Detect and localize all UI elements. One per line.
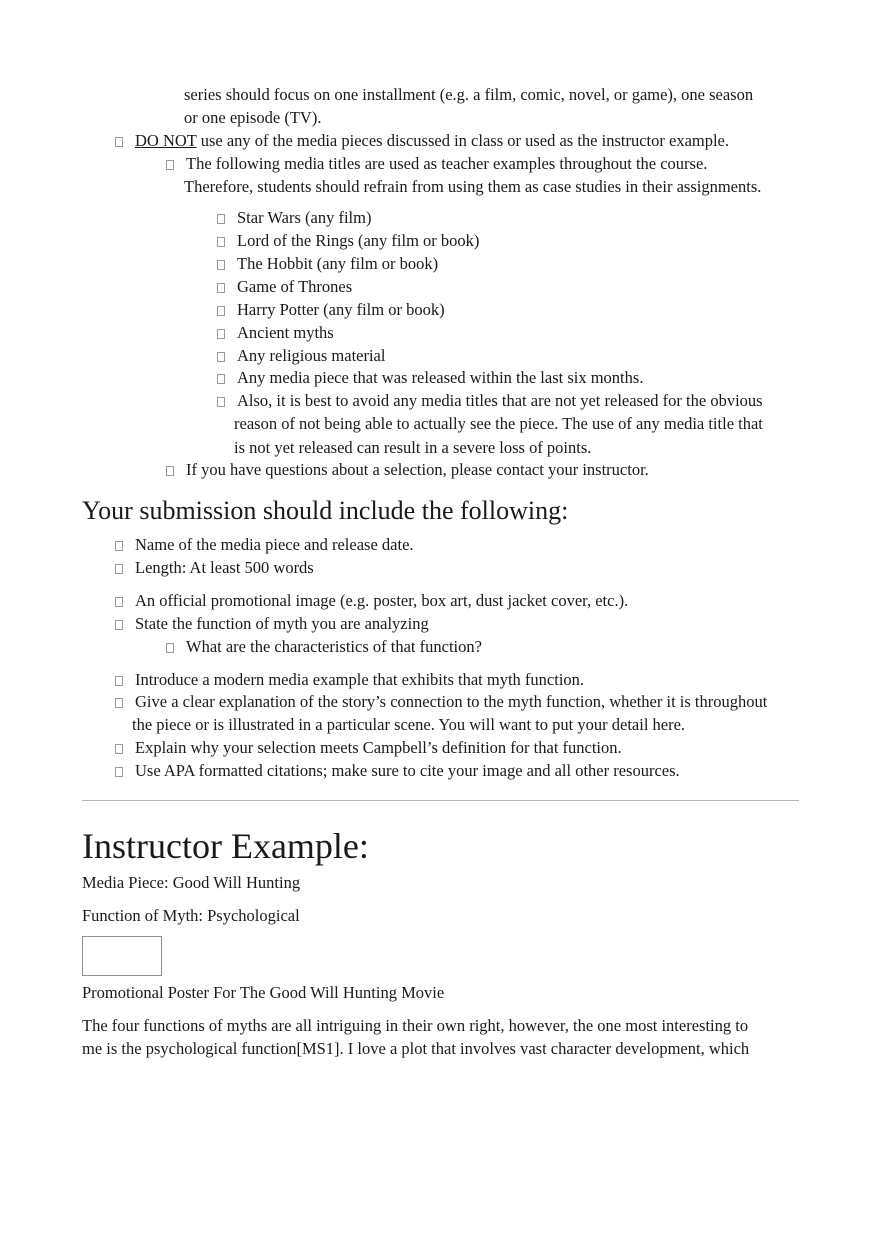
bullet-icon	[115, 620, 123, 630]
item-text: State the function of myth you are analyzing	[135, 614, 429, 633]
item-text: Explain why your selection meets Campbell’s definition for that function.	[135, 738, 622, 757]
do-not-emphasis: DO NOT	[135, 131, 197, 150]
list-item-explanation	[115, 690, 767, 713]
title-text: Lord of the Rings (any film or book)	[237, 231, 480, 250]
bullet-icon	[115, 744, 123, 754]
list-item-campbell	[115, 736, 622, 759]
list-item-title	[217, 344, 385, 367]
bullet-icon	[217, 214, 225, 224]
list-item-title	[217, 252, 438, 275]
submission-heading: Your submission should include the following:	[82, 496, 569, 525]
bullet-icon	[115, 698, 123, 708]
list-item-length	[115, 556, 314, 579]
list-item-introduce	[115, 668, 584, 691]
list-item-name	[115, 533, 414, 556]
list-item-apa	[115, 759, 680, 782]
item-text: Length: At least 500 words	[135, 558, 314, 577]
essay-paragraph-line-2: me is the psychological function[MS1]. I love a plot that involves vast character development, which	[82, 1039, 750, 1058]
item-text: Use APA formatted citations; make sure to cite your image and all other resources.	[135, 761, 680, 780]
bullet-icon	[115, 676, 123, 686]
item-text: Introduce a modern media example that exhibits that myth function.	[135, 670, 585, 689]
list-item-image	[115, 589, 628, 612]
item-text: Give a clear explanation of the story’s connection to the myth function, whether it is throughout	[135, 692, 768, 711]
explanation-line-2: the piece or is illustrated in a particular scene. You will want to put your detail here.	[132, 715, 686, 734]
promotional-poster-image	[82, 936, 162, 976]
bullet-icon	[217, 237, 225, 247]
title-text: Game of Thrones	[237, 277, 353, 296]
title-text: The Hobbit (any film or book)	[237, 254, 439, 273]
bullet-icon	[115, 564, 123, 574]
teacher-examples-line-1: The following media titles are used as teacher examples throughout the course.	[186, 154, 708, 173]
bullet-icon	[217, 352, 225, 362]
teacher-examples-line-2: Therefore, students should refrain from using them as case studies in their assignments.	[184, 177, 762, 196]
list-item-title	[217, 275, 352, 298]
avoid-line-3: is not yet released can result in a severe loss of points.	[234, 438, 592, 457]
function-line: Function of Myth: Psychological	[82, 906, 300, 925]
list-item-questions	[166, 458, 649, 481]
list-item-title	[217, 366, 643, 389]
list-item-avoid-unreleased	[217, 389, 763, 412]
media-piece-line: Media Piece: Good Will Hunting	[82, 873, 301, 892]
item-text: Name of the media piece and release date.	[135, 535, 414, 554]
bullet-icon	[217, 374, 225, 384]
bullet-icon	[217, 306, 225, 316]
bullet-icon	[217, 283, 225, 293]
list-item-do-not	[115, 129, 729, 152]
questions-text: If you have questions about a selection, please contact your instructor.	[186, 460, 649, 479]
bullet-icon	[217, 329, 225, 339]
list-item-title	[217, 206, 371, 229]
list-item-characteristics	[166, 635, 482, 658]
instructor-example-heading: Instructor Example:	[82, 826, 369, 866]
title-text: Any religious material	[237, 346, 386, 365]
title-text: Harry Potter (any film or book)	[237, 300, 445, 319]
bullet-icon	[166, 466, 174, 476]
essay-paragraph-line-1: The four functions of myths are all intriguing in their own right, however, the one most interesting to	[82, 1016, 749, 1035]
list-item-title	[217, 229, 479, 252]
list-item-function	[115, 612, 429, 635]
bullet-icon	[115, 597, 123, 607]
title-text: Star Wars (any film)	[237, 208, 372, 227]
bullet-icon	[115, 137, 123, 147]
bullet-icon	[115, 767, 123, 777]
bullet-icon	[217, 397, 225, 407]
item-text: What are the characteristics of that function?	[186, 637, 482, 656]
list-item-title	[217, 321, 334, 344]
list-item-teacher-examples	[166, 152, 707, 175]
item-text: An official promotional image (e.g. poster, box art, dust jacket cover, etc.).	[135, 591, 629, 610]
list-item-title	[217, 298, 445, 321]
bullet-icon	[166, 160, 174, 170]
poster-caption: Promotional Poster For The Good Will Hunting Movie	[82, 983, 445, 1002]
bullet-icon	[115, 541, 123, 551]
title-text: Ancient myths	[237, 323, 334, 342]
continuation-line-1: series should focus on one installment (e.g. a film, comic, novel, or game), one season	[184, 85, 754, 104]
section-divider	[82, 800, 799, 801]
do-not-text: use any of the media pieces discussed in class or used as the instructor example.	[196, 131, 730, 150]
continuation-line-2: or one episode (TV).	[184, 108, 322, 127]
bullet-icon	[217, 260, 225, 270]
avoid-line-1: Also, it is best to avoid any media titles that are not yet released for the obvious	[237, 391, 763, 410]
avoid-line-2: reason of not being able to actually see the piece. The use of any media title that	[234, 414, 763, 433]
bullet-icon	[166, 643, 174, 653]
title-text: Any media piece that was released within the last six months.	[237, 368, 644, 387]
